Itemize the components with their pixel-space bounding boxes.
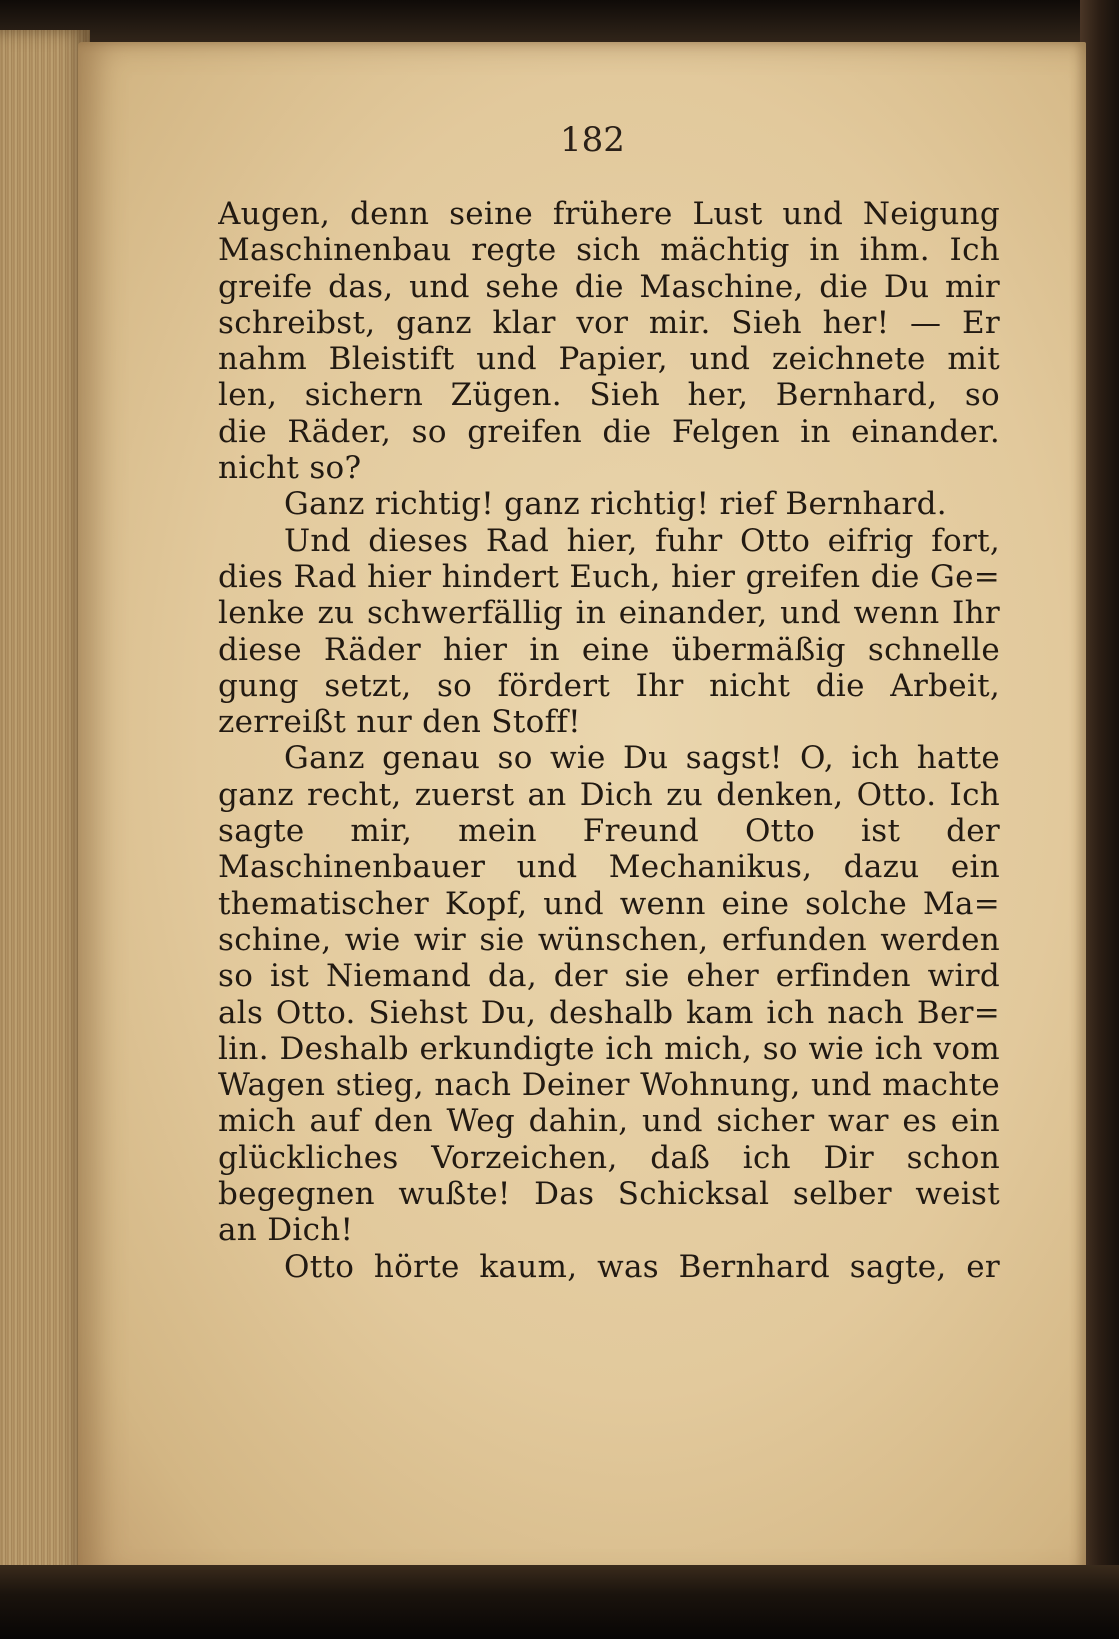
text-line: die Räder, so greifen die Felgen in einander. bbox=[218, 413, 1000, 450]
text-line: Augen, denn seine frühere Lust und Neigung bbox=[218, 196, 1000, 232]
text-line: len, sichern Zügen. Sieh her, Bernhard, so bbox=[218, 377, 1000, 414]
text-line: Ganz richtig! ganz richtig! rief Bernhard. bbox=[284, 486, 947, 523]
text-line: greife das, und sehe die Maschine, die Du mir bbox=[218, 268, 1000, 305]
text-line: an Dich! bbox=[218, 1212, 354, 1249]
text-line: Und dieses Rad hier, fuhr Otto eifrig fort, bbox=[284, 522, 1000, 559]
text-line: Maschinenbauer und Mechanikus, dazu ein bbox=[218, 849, 1000, 886]
text-line: Wagen stieg, nach Deiner Wohnung, und machte bbox=[218, 1067, 1000, 1104]
text-line: gung setzt, so fördert Ihr nicht die Arbeit, bbox=[218, 667, 1000, 704]
text-line: lin. Deshalb erkundigte ich mich, so wie ich vom bbox=[218, 1030, 1000, 1067]
text-line: nicht so? bbox=[218, 450, 362, 487]
text-line: als Otto. Siehst Du, deshalb kam ich nach Ber= bbox=[218, 994, 1000, 1031]
text-line: begegnen wußte! Das Schicksal selber weist bbox=[218, 1176, 1000, 1213]
book-bottom-edge bbox=[0, 1565, 1119, 1639]
text-line: thematischer Kopf, und wenn eine solche Ma= bbox=[218, 885, 1000, 922]
text-line: sagte mir, mein Freund Otto ist der bbox=[218, 813, 1000, 850]
page-number: 182 bbox=[560, 120, 625, 160]
text-line: glückliches Vorzeichen, daß ich Dir schon bbox=[218, 1139, 1000, 1176]
text-line: dies Rad hier hindert Euch, hier greifen die Ge= bbox=[218, 558, 1000, 595]
text-line: Maschinenbau regte sich mächtig in ihm. Ich bbox=[218, 232, 1000, 269]
text-line: Ganz genau so wie Du sagst! O, ich hatte bbox=[284, 740, 1000, 777]
text-line: schreibst, ganz klar vor mir. Sieh her! — Er bbox=[218, 304, 1000, 341]
text-line: ganz recht, zuerst an Dich zu denken, Otto. Ich bbox=[218, 776, 1000, 813]
text-line: zerreißt nur den Stoff! bbox=[218, 704, 581, 741]
text-line: Otto hörte kaum, was Bernhard sagte, er bbox=[284, 1248, 1000, 1285]
text-line: schine, wie wir sie wünschen, erfunden werden bbox=[218, 921, 1000, 958]
text-line: diese Räder hier in eine übermäßig schnelle bbox=[218, 631, 1000, 668]
text-line: nahm Bleistift und Papier, und zeichnete mit bbox=[218, 341, 1000, 378]
text-line: mich auf den Weg dahin, und sicher war es ein bbox=[218, 1103, 1000, 1140]
page-stack-edges bbox=[0, 30, 90, 1590]
text-line: so ist Niemand da, der sie eher erfinden wird bbox=[218, 958, 1000, 995]
text-line: lenke zu schwerfällig in einander, und wenn Ihr bbox=[218, 595, 1000, 632]
page-text bbox=[218, 196, 1000, 1285]
